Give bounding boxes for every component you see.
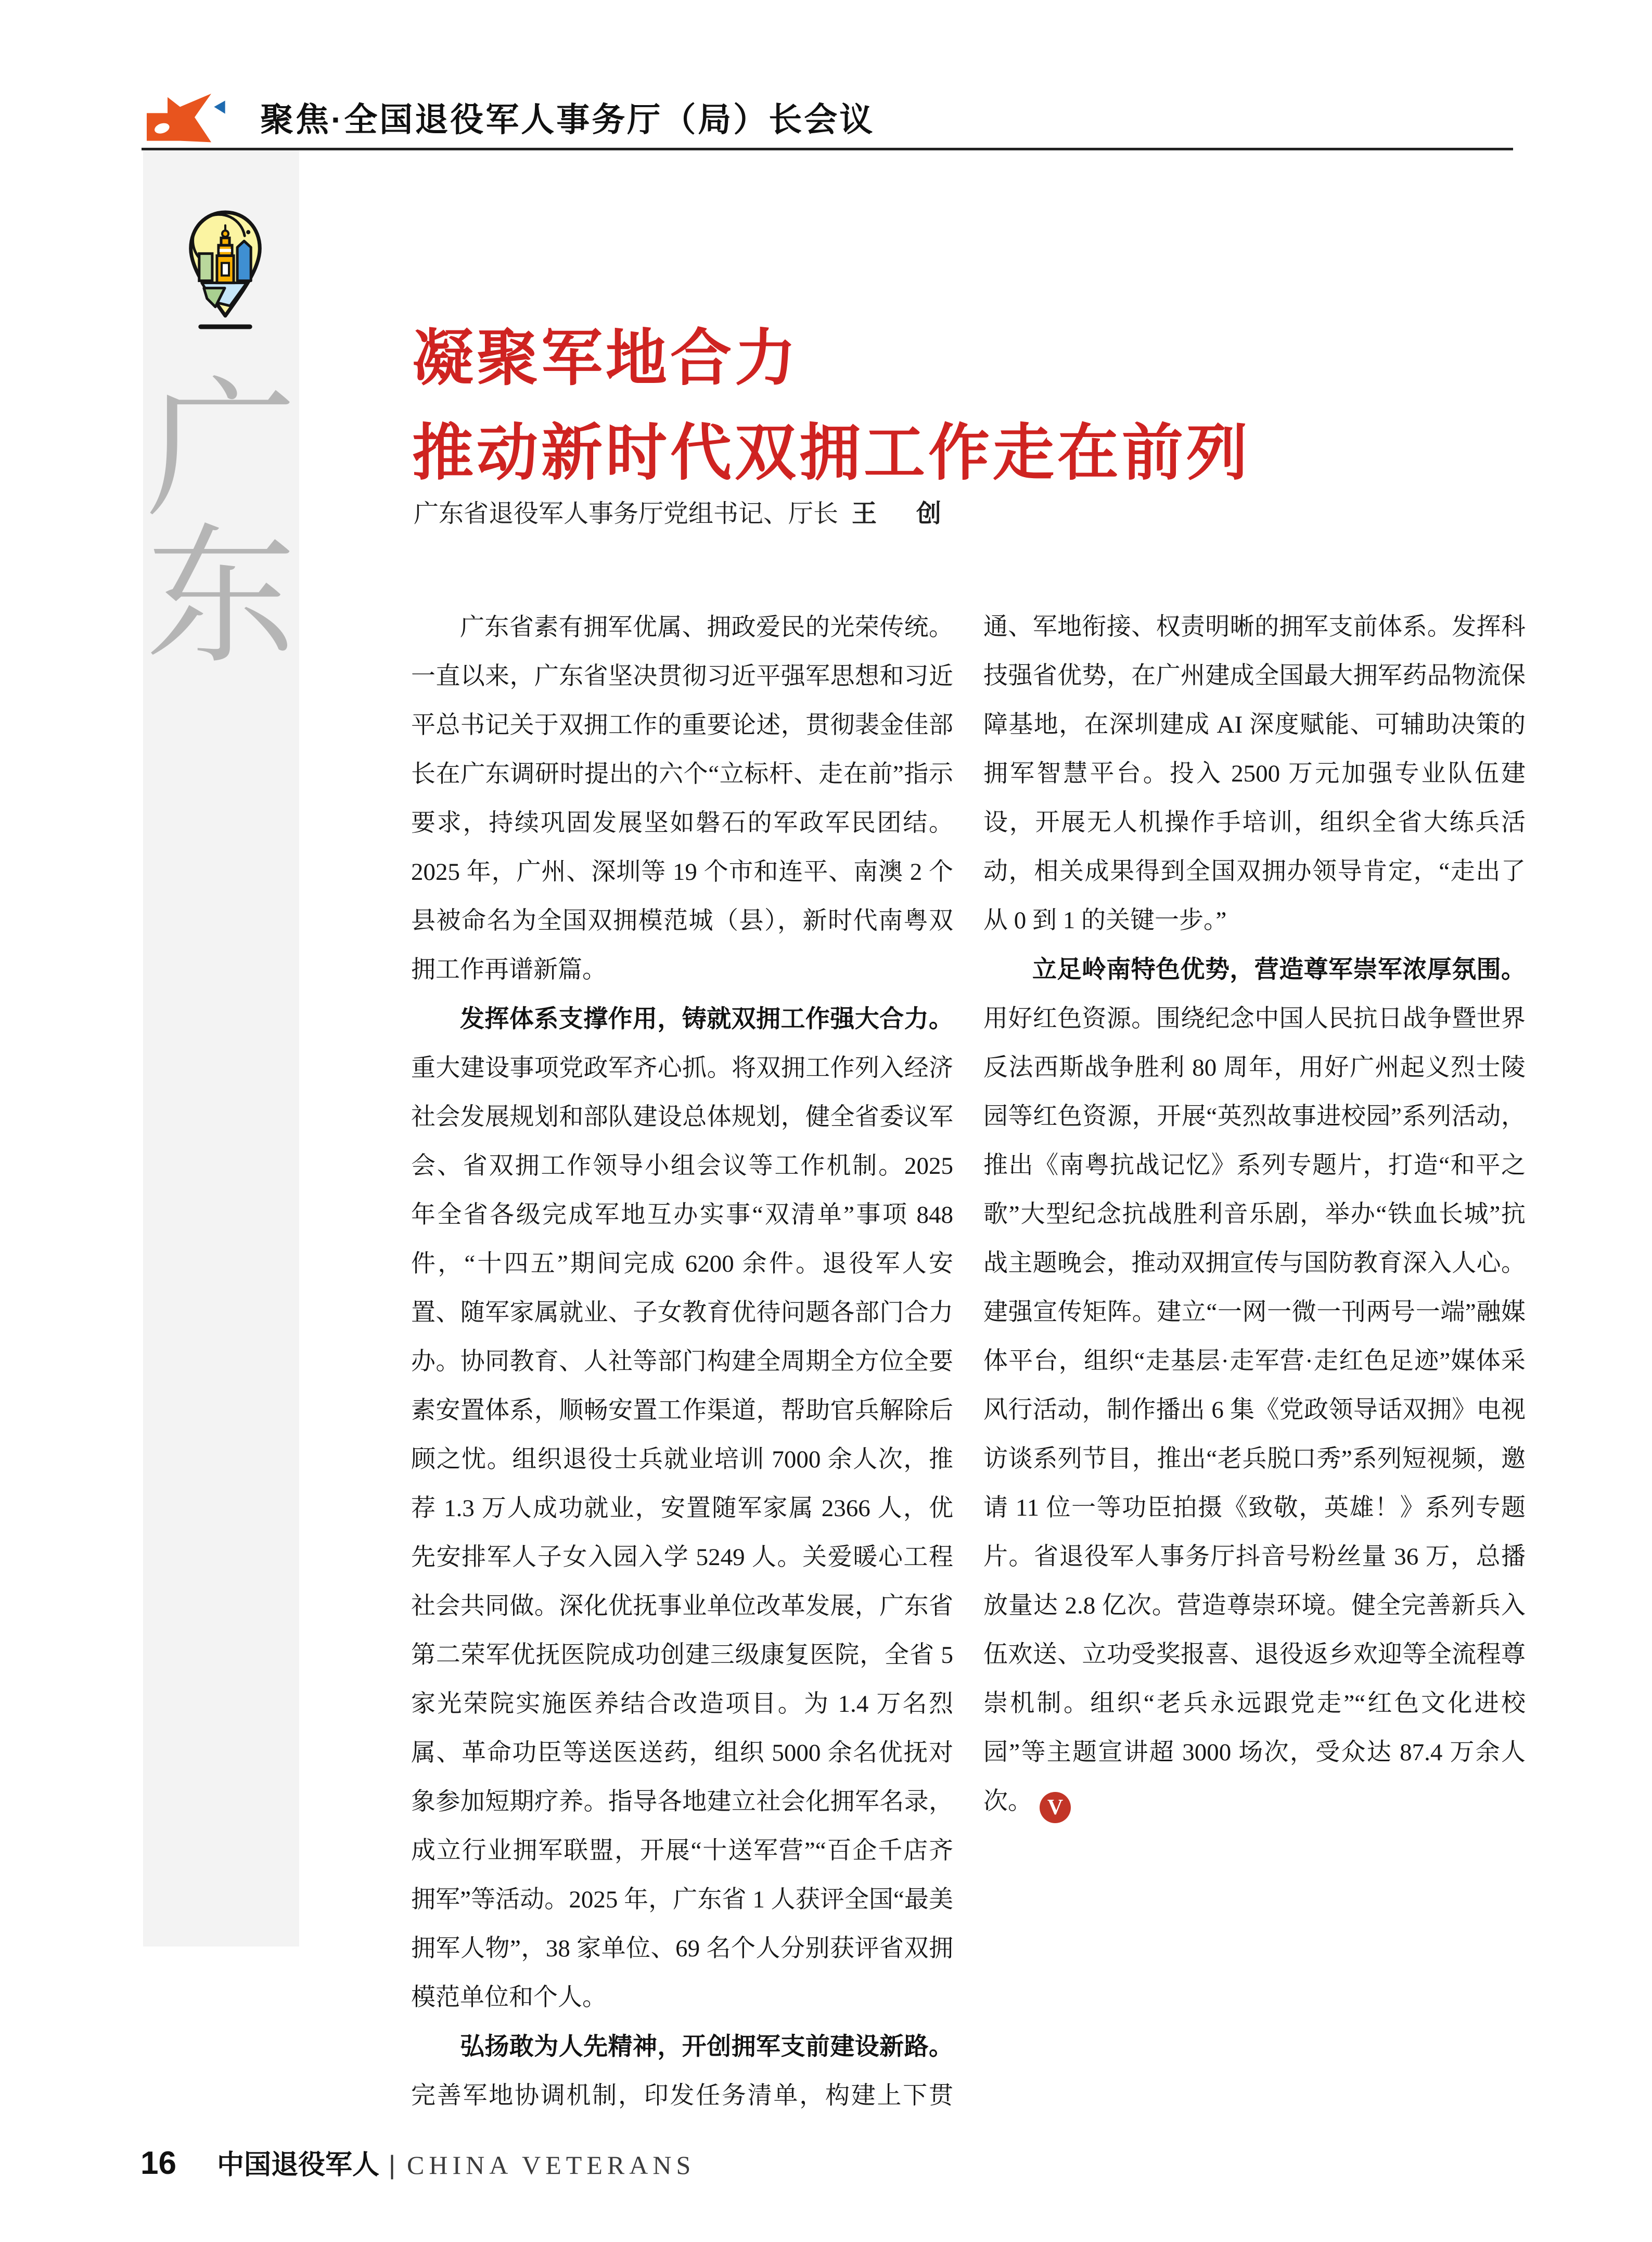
article-title-line-2: 推动新时代双拥工作走在前列 — [412, 419, 1251, 488]
article-body — [411, 603, 1526, 2143]
article-end-mark-badge: V — [1040, 1792, 1071, 1823]
paragraph-text: 重大建设事项党政军齐心抓。将双拥工作列入经济社会发展规划和部队建设总体规划，健全省委议军会、省双拥工作领导小组会议等工作机制。2025 年全省各级完成军地互办实事“双清单”事项 848 件，“十四五”期间完成 6200 余件。退役军人安置、随军家属就业、子女教育优待问题各部门合力办。协同教育、人社等部门构建全周期全方位全要素安置体系，顺畅安置工作渠道，帮助官兵解除后顾之忧。组织退役士兵就业培训 7000 余人次，推荐 1.3 万人成功就业，安置随军家属 2366 人，优先安排军人子女入园入学 5249 人。关爱暖心工程社会共同做。深化优抚事业单位改革发展，广东省第二荣军优抚医院成功创建三级康复医院，全省 5 家光荣院实施医养结合改造项目。为 1.4 万名烈属、革命功臣等送医送药，组织 5000 余名优抚对象参加短期疗养。指导各地建立社会化拥军名录，成立行业拥军联盟，开展“十送军营”“百企千店齐拥军”等活动。2025 年，广东省 1 人获评全国“最美拥军人物”，38 家单位、69 名个人分别获评省双拥模范单位和个人。 — [411, 1055, 953, 2011]
province-vertical-label — [143, 368, 299, 682]
paragraph-text: 完善军地协调机制，印发任务清单，构建上下贯通、军地衔接、权责明晰的拥军支前体系。发挥科技强省优势，在广州建成全国最大拥军药品物流保障基地，在深圳建成 AI 深度赋能、可辅助决策的拥军智慧平台。投入 2500 万元加强专业队伍建设，开展无人机操作手培训，组织全省大练兵活动，相关成果得到全国双拥办领导肯定，“走出了从 0 到 1 的关键一步。” — [411, 613, 1526, 2109]
paragraph-lead: 弘扬敢为人先精神，开创拥军支前建设新路。 — [460, 2032, 953, 2060]
city-location-pin-icon — [186, 209, 265, 331]
paragraph-text: 广东省素有拥军优属、拥政爱民的光荣传统。一直以来，广东省坚决贯彻习近平强军思想和习近平总书记关于双拥工作的重要论述，贯彻裴金佳部长在广东调研时提出的六个“立标杆、走在前”指示要求，持续巩固发展坚如磐石的军政军民团结。2025 年，广州、深圳等 19 个市和连平、南澳 2 个县被命名为全国双拥模范城（县），新时代南粤双拥工作再谱新篇。 — [411, 614, 953, 983]
magazine-name-en: CHINA VETERANS — [406, 2150, 696, 2180]
body-paragraph — [983, 945, 1526, 1826]
header-section-title: 聚焦·全国退役军人事务厅（局）长会议 — [260, 101, 875, 138]
province-char-2: 东 — [146, 515, 297, 682]
province-sidebar — [143, 150, 299, 1946]
magazine-name-cn: 中国退役军人 — [216, 2150, 379, 2180]
paragraph-lead: 发挥体系支撑作用，铸就双拥工作强大合力。 — [460, 1005, 953, 1032]
page-number: 16 — [140, 2145, 176, 2181]
byline-author-name: 王 创 — [852, 500, 949, 528]
article-title-line-1: 凝聚军地合力 — [412, 324, 800, 393]
paragraph-text: 用好红色资源。围绕纪念中国人民抗日战争暨世界反法西斯战争胜利 80 周年，用好广州起义烈士陵园等红色资源，开展“英烈故事进校园”系列活动，推出《南粤抗战记忆》系列专题片，打造“和平之歌”大型纪念抗战胜利音乐剧，举办“铁血长城”抗战主题晚会，推动双拥宣传与国防教育深入人心。建强宣传矩阵。建立“一网一微一刊两号一端”融媒体平台，组织“走基层·走军营·走红色足迹”媒体采风行活动，制作播出 6 集《党政领导话双拥》电视访谈系列节目，推出“老兵脱口秀”系列短视频，邀请 11 位一等功臣拍摄《致敬，英雄！》系列专题片。省退役军人事务厅抖音号粉丝量 36 万，总播放量达 2.8 亿次。营造尊崇环境。健全完善新兵入伍欢送、立功受奖报喜、退役返乡欢迎等全流程尊崇机制。组织“老兵永远跟党走”“红色文化进校园”等主题宣讲超 3000 场次，受众达 87.4 万余人次。 — [983, 1005, 1526, 1815]
footer-divider: | — [388, 2150, 395, 2180]
article-title — [412, 311, 1251, 501]
paragraph-lead: 立足岭南特色优势，营造尊军崇军浓厚氛围。 — [1032, 955, 1526, 983]
body-paragraph — [411, 994, 953, 2022]
article-byline — [414, 493, 949, 529]
page-footer — [140, 2143, 695, 2182]
province-char-1: 广 — [146, 368, 297, 535]
byline-role: 广东省退役军人事务厅党组书记、厅长 — [414, 500, 839, 528]
magazine-logo-icon — [140, 94, 245, 144]
body-paragraph — [411, 603, 953, 994]
header-rule-divider — [142, 148, 1513, 150]
